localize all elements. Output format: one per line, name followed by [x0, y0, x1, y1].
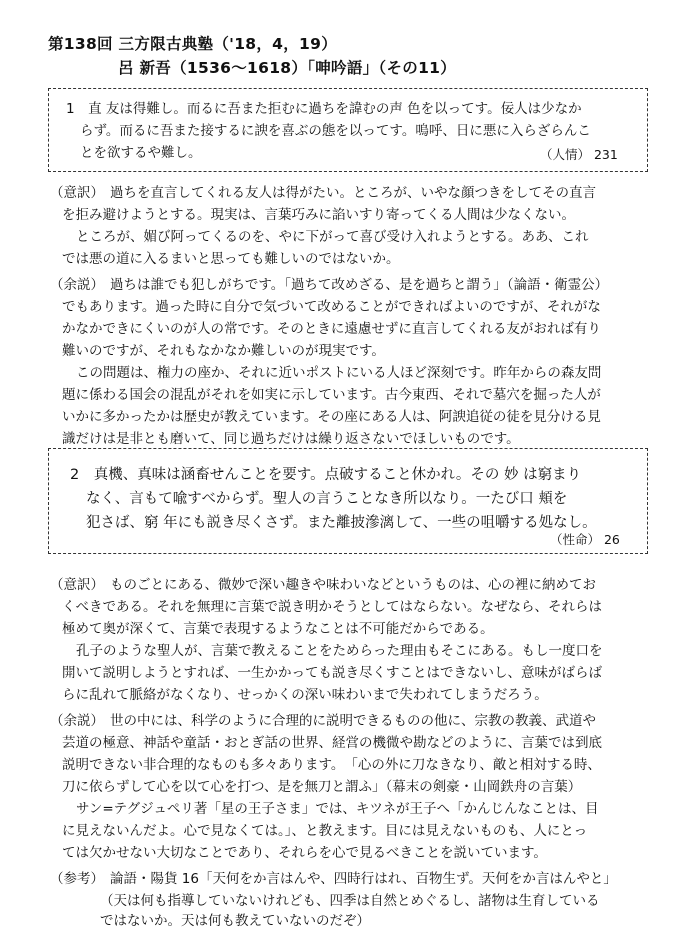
quote-1-line: 1 直 友は得難し。而るに吾また拒むに過ちを諱むの声 色を以ってす。佞人は少なか — [66, 101, 582, 117]
yaku-label: （意訳） — [50, 577, 104, 593]
quote-2-line: なく、言もて喩すべからず。聖人の言うことなき所以なり。一たび口 頬を — [86, 491, 568, 507]
sanko-first-line — [50, 870, 617, 888]
sanko-label: （参考） — [50, 871, 104, 887]
yaku-1-line: では悪の道に入るまいと思っても難しいのではないか。 — [62, 251, 400, 267]
yosetsu-label: （余説） — [50, 713, 104, 729]
yosetsu-1-line: いかに多かったかは歴史が教えています。その座にある人は、阿諛追従の徒を見分ける見 — [62, 409, 601, 425]
quote-2-line: 2 真機、真味は涵畜せんことを要す。点破すること休かれ。その 妙 は窮まり — [70, 467, 582, 483]
yosetsu-2-line: 説明できない非合理的なものも多々あります。 「心の外に刀なきなり、敵と相対する時、 — [62, 757, 601, 773]
yaku-1-text: 過ちを直言してくれる友人は得がたい。ところが、いやな顔つきをしてその直言 — [110, 185, 596, 201]
yaku-2-first-line — [50, 576, 596, 594]
yaku-1-first-line — [50, 184, 596, 202]
yosetsu-1-line: 難いのですが、それもなかなか難しいのが現実です。 — [62, 343, 385, 359]
yosetsu-2-line: 芸道の極意、神話や童話・おとぎ話の世界、経営の機微や勘などのように、言葉では到底 — [62, 735, 602, 751]
yosetsu-1-line: この問題は、権力の座か、それに近いポストにいる人ほど深刻です。昨年からの森友問 — [76, 365, 602, 381]
quote-1-line: とを欲するや難し。 — [80, 145, 202, 161]
quote-2-line: 犯さば、窮 年にも説き尽くさず。また離披滲漓して、一些の咀嚼する処なし。 — [86, 515, 597, 531]
yaku-2-line: 孔子のような聖人が、言葉で教えることをためらった理由もそこにある。もし一度口を — [76, 643, 603, 659]
yosetsu-1-line: 題に係わる国会の混乱がそれを如実に示しています。古今東西、それで墓穴を掘った人が — [62, 387, 601, 403]
yaku-2-line: くべきである。それを無理に言葉で説き明かそうとしてはならない。なぜなら、それらは — [62, 599, 602, 615]
yaku-label: （意訳） — [50, 185, 104, 201]
sanko-line: ではないか。天は何も教えていないのだぞ） — [100, 913, 370, 929]
yaku-2-text: ものごとにある、微妙で深い趣きや味わいなどというものは、心の裡に納めてお — [110, 577, 596, 593]
work-title: 呂 新吾（1536〜1618）「呻吟語」（その11） — [118, 59, 457, 77]
quote-1-source: （人情） 231 — [540, 147, 618, 162]
yosetsu-1-line: 識だけは是非とも磨いて、同じ過ちだけは繰り返さないでほしいものです。 — [62, 431, 520, 447]
yosetsu-1-line: かなかできにくいのが人の常です。そのときに遠慮せずに直言してくれる友がおれば有り — [62, 321, 601, 337]
yosetsu-2-text: 世の中には、科学のように合理的に説明できるものの他に、宗教の教義、武道や — [110, 713, 596, 729]
yosetsu-2-line: 刀に依らずして心を以て心を打つ、是を無刀と謂ふ」（幕末の剣豪・山岡鉄舟の言葉） — [62, 779, 582, 795]
yosetsu-label: （余説） — [50, 277, 104, 293]
yosetsu-1-first-line — [50, 276, 608, 294]
yaku-1-line: ところが、媚び阿ってくるのを、やに下がって喜び受け入れようとする。ああ、これ — [76, 229, 589, 245]
yaku-2-line: 極めて奥が深くて、言葉で表現するようなことは不可能だからである。 — [62, 621, 494, 637]
yaku-2-line: らに乱れて脈絡がなくなり、せっかくの深い味わいまで失われてしまうだろう。 — [62, 687, 548, 703]
sanko-text: 論語・陽貨 16「天何をか言はんや、四時行はれ、百物生ず。天何をか言はんやと」 — [110, 871, 617, 887]
yosetsu-2-line: ては欠かせない大切なことであり、それらを心で見るべきことを説いています。 — [62, 845, 547, 861]
quote-1-line: らず。而るに吾また接するに諛を喜ぶの態を以ってす。嗚呼、日に悪に入らざらんこ — [80, 123, 591, 139]
sanko-line: （天は何も指導していないけれども、四季は自然とめぐるし、諸物は生育している — [100, 893, 600, 909]
yosetsu-1-text: 過ちは誰でも犯しがちです。「過ちて改めざる、是を過ちと謂う」（論語・衛霊公） — [110, 277, 609, 293]
quote-2-source: （性命） 26 — [550, 532, 620, 547]
yaku-1-line: を拒み避けようとする。現実は、言葉巧みに諂いすり寄ってくる人間は少なくない。 — [62, 207, 575, 223]
yosetsu-1-line: でもあります。過った時に自分で気づいて改めることができればよいのですが、それがな — [62, 299, 601, 315]
lecture-title: 第138回 三方限古典塾（'18，4，19） — [48, 35, 338, 53]
yosetsu-2-line: サン=テグジュペリ著「星の王子さま」では、キツネが王子へ「かんじんなことは、目 — [76, 801, 599, 817]
yosetsu-2-first-line — [50, 712, 596, 730]
yaku-2-line: 開いて説明しようとすれば、一生かかっても説き尽くすことはできないし、意味がばらば — [62, 665, 602, 681]
yosetsu-2-line: に見えないんだよ。心で見なくては。」、と教えます。目には見えないものも、人にとっ — [62, 823, 588, 839]
